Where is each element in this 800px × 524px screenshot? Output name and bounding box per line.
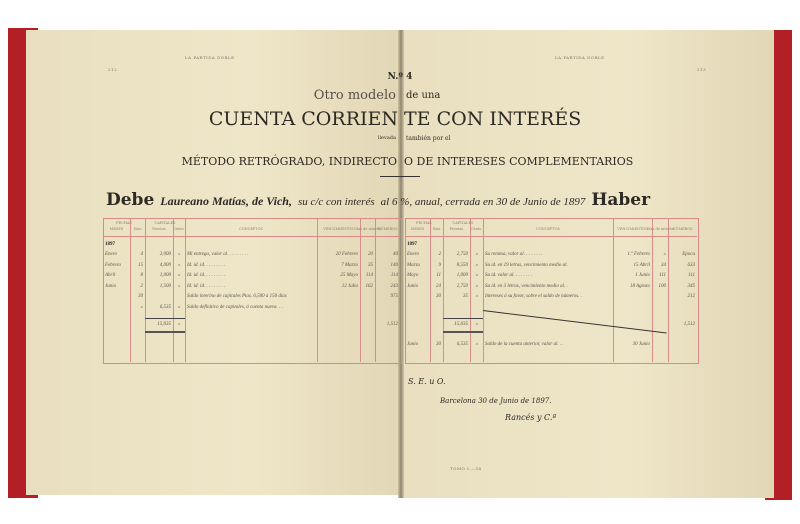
haber-label: Haber (591, 190, 651, 210)
debe-cell: Febrero (105, 262, 122, 268)
haber-header-dia: Días (432, 227, 441, 231)
haber-cell: 100 (658, 283, 666, 289)
heading-rule (380, 176, 420, 177)
haber-cell: 30 (436, 294, 441, 299)
haber-header-fechas: FECHAS (416, 221, 432, 225)
haber-cell: Marzo (407, 262, 421, 268)
debe-cell: » (178, 283, 181, 289)
debe-cell: Enero (105, 252, 118, 257)
debe-cell: Id. id. id. . . . . . . . . (187, 283, 226, 289)
haber-cell: Junio (407, 342, 419, 347)
debe-cell: 7 Marzo (341, 262, 358, 268)
debe-cell: 15 (138, 262, 143, 268)
heading-line2a: CUENTA CORRIEN (208, 108, 398, 130)
haber-cell: 212 (687, 294, 695, 299)
account-text-a: su c/c con interés (297, 196, 375, 208)
haber-cell: 1.º Febrero (627, 252, 650, 257)
place-date: Barcelona 30 de Junio de 1897. (440, 397, 552, 405)
haber-cell: » (663, 252, 666, 257)
running-head-left: 212 (108, 67, 118, 72)
debe-total-numeros: 1,512 (386, 322, 398, 327)
debe-column-rule (360, 218, 361, 362)
haber-header-rule (405, 236, 697, 237)
page-footer: TOMO I.—54 (450, 466, 482, 471)
debe-cell: 12 Julio (341, 283, 358, 289)
debe-cell: 20 Febrero (335, 252, 358, 257)
haber-header-conceptos: CONCEPTOS (536, 227, 560, 231)
haber-cell: 34 (661, 262, 666, 268)
seo-text: S. E. u O. (408, 377, 446, 386)
debe-cell: 35 (368, 262, 373, 268)
haber-cell: Su id. en 19 letras, vencimiento medio al. (485, 262, 568, 268)
account-title-line (106, 190, 716, 210)
debe-header-numeros: NÚMEROS (377, 227, 398, 231)
debe-header-dia: Días (133, 227, 142, 231)
debe-cell: 2 (140, 283, 143, 289)
debe-year: 1897 (105, 242, 115, 247)
debe-column-rule (145, 218, 146, 362)
haber-cell: Su id. valor al. . . . . . . . (485, 273, 533, 278)
haber-cell: 24 (436, 283, 441, 289)
haber-cell: 2,750 (456, 283, 468, 289)
haber-cell: 111 (659, 273, 666, 278)
haber-cell: 8,550 (456, 262, 468, 268)
haber-column-rule (430, 218, 431, 362)
debe-header-fechas: FECHAS (116, 221, 132, 225)
haber-cell: 30 (436, 342, 441, 347)
debe-cell: 8 (140, 273, 143, 278)
running-head-left-title: LA PARTIDA DOBLE (185, 55, 235, 60)
debe-header-pesetas: Pesetas (152, 227, 166, 231)
haber-cell: » (475, 273, 478, 278)
debe-total-rule (145, 318, 185, 319)
debe-column-rule (317, 218, 318, 362)
haber-cell: 35 (463, 294, 468, 299)
haber-cell: 9 (438, 262, 441, 268)
haber-header-pesetas: Pesetas (449, 227, 464, 231)
debe-cell: Mi entrega, valor al. . . . . . . . . (187, 252, 249, 257)
haber-header-cts: Cénts. (470, 227, 483, 231)
signature: Rancés y C.ª (505, 413, 557, 422)
haber-cell: » (475, 294, 478, 299)
running-head-right: 213 (697, 67, 707, 72)
haber-cell: » (475, 283, 478, 289)
heading-line4a: MÉTODO RETRÓGRADO, INDIRECTO (181, 155, 397, 168)
debe-double-rule (145, 331, 185, 333)
haber-header-vencimientos: VENCIMIENTOS (617, 227, 648, 231)
haber-cell: » (475, 262, 478, 268)
haber-column-rule (443, 218, 444, 362)
haber-header-dias: Días de interés (646, 227, 674, 231)
debe-header-rule (103, 236, 400, 237)
heading-line3a: llevada (377, 135, 396, 141)
haber-column-rule (470, 218, 471, 362)
debe-cell: Saldo definitivo de capitales, á cuenta nueva. . . (187, 304, 283, 310)
debe-cell: » (178, 304, 181, 310)
debe-column-rule (185, 218, 186, 362)
debe-cell: 1,500 (159, 283, 171, 289)
haber-cell: Mayo (407, 273, 419, 278)
heading-line3b: también por el (406, 135, 451, 142)
haber-cell: 18 Agosto (629, 283, 650, 289)
debe-label: Debe (106, 190, 155, 210)
heading-line2b: TE CON INTERÉS (404, 108, 582, 130)
debe-cell: 140 (390, 262, 398, 268)
debe-header-vencimientos: VENCIMIENTOS (323, 227, 354, 231)
debe-cell: 4,000 (159, 262, 171, 268)
heading-line4b: O DE INTERESES COMPLEMENTARIOS (404, 155, 634, 168)
haber-cell: 30 Junio (632, 342, 650, 347)
haber-cell: 1 Junio (635, 273, 650, 278)
debe-header-cts: Cénts. (173, 227, 185, 231)
debe-header-capitales: CAPITALES (154, 221, 176, 225)
haber-cell: » (475, 342, 478, 347)
debe-cell: 30 (138, 294, 143, 299)
debe-cell: 40 (393, 252, 398, 257)
debe-cell: Saldo interino de capitales Ptas. 6,500 á 150 días (187, 294, 287, 299)
debe-cell: 243 (390, 283, 398, 289)
debe-cell: 2,000 (159, 252, 171, 257)
debe-cell: Id. id. id. . . . . . . . . (187, 262, 226, 268)
debe-header-conceptos: CONCEPTOS (239, 227, 263, 231)
haber-cell: 345 (687, 283, 695, 289)
haber-cell: Su remesa, valor al. . . . . . . . (485, 252, 543, 257)
debe-cell: 20 (368, 252, 373, 257)
debe-cell: 114 (390, 273, 398, 278)
debe-cell: » (178, 262, 181, 268)
haber-cell: 633 (687, 262, 695, 268)
haber-cell: Junio (407, 283, 419, 289)
debe-column-rule (375, 218, 376, 362)
heading-line1b: de una (406, 90, 441, 101)
haber-cell: 6,535 (456, 342, 468, 347)
debe-cell: » (178, 252, 181, 257)
haber-total-numeros: 1,512 (683, 322, 695, 327)
haber-cell: Saldo de la cuenta anterior, valor al. . . (485, 342, 564, 347)
haber-cell: 2,750 (456, 252, 468, 257)
haber-cell: Enero (407, 252, 420, 257)
debe-header-mes: MESES (109, 227, 124, 231)
haber-column-rule (668, 218, 669, 362)
haber-total-cts: » (475, 322, 478, 327)
debe-total-pesetas: 15,035 (157, 322, 171, 327)
debe-column-rule (130, 218, 131, 362)
haber-cell: 111 (688, 273, 695, 278)
haber-header-numeros: NÚMEROS (672, 227, 693, 231)
debe-cell: » (140, 304, 143, 310)
haber-cell: » (475, 252, 478, 257)
debe-cell: Abril (105, 273, 116, 278)
debe-cell: 4 (140, 252, 143, 257)
haber-column-rule (613, 218, 614, 362)
haber-header-capitales: CAPITALES (452, 221, 474, 225)
haber-header-mes: MESES (410, 227, 425, 231)
debe-table-frame (103, 218, 402, 364)
debe-cell: Junio (105, 283, 117, 289)
haber-cell: Su id. en 3 letras, vencimiento medio al. . (485, 283, 568, 289)
debe-header-dias: Días de interés (354, 227, 381, 231)
running-head-right-title: LA PARTIDA DOBLE (555, 55, 605, 60)
heading-line1a: Otro modelo (313, 88, 396, 103)
account-text-b: al 6 %, anual, cerrada en 30 de Junio de 1897 (380, 196, 586, 208)
debe-cell: 975 (390, 294, 398, 299)
debe-cell: » (178, 273, 181, 278)
haber-cell: Intereses á su favor, sobre el saldo de números. . (485, 294, 582, 299)
haber-total-rule (443, 318, 483, 319)
haber-column-rule (652, 218, 653, 362)
haber-cell: 1,000 (456, 273, 468, 278)
haber-cell: Epoca (682, 252, 695, 257)
haber-total-pesetas: 15,035 (454, 322, 468, 327)
debe-cell: 114 (365, 273, 373, 278)
debe-cell: 6,535 (159, 304, 171, 310)
haber-double-rule (443, 331, 483, 333)
debe-cell: 1,000 (159, 273, 171, 278)
haber-cell: 15 Abril (633, 262, 650, 268)
model-number: N.º 4 (387, 72, 413, 82)
haber-column-rule (483, 218, 484, 362)
debe-column-rule (173, 218, 174, 362)
debe-cell: 25 Mayo (340, 273, 358, 278)
haber-cell: 11 (436, 273, 441, 278)
debe-cell: 162 (365, 283, 373, 289)
haber-cell: 2 (438, 252, 441, 257)
haber-year: 1897 (407, 242, 417, 247)
debe-cell: Id. id. id. . . . . . . . . (187, 273, 226, 278)
account-holder-name: Laureano Matías, de Vich, (160, 194, 292, 208)
debe-total-cts: » (178, 322, 181, 327)
